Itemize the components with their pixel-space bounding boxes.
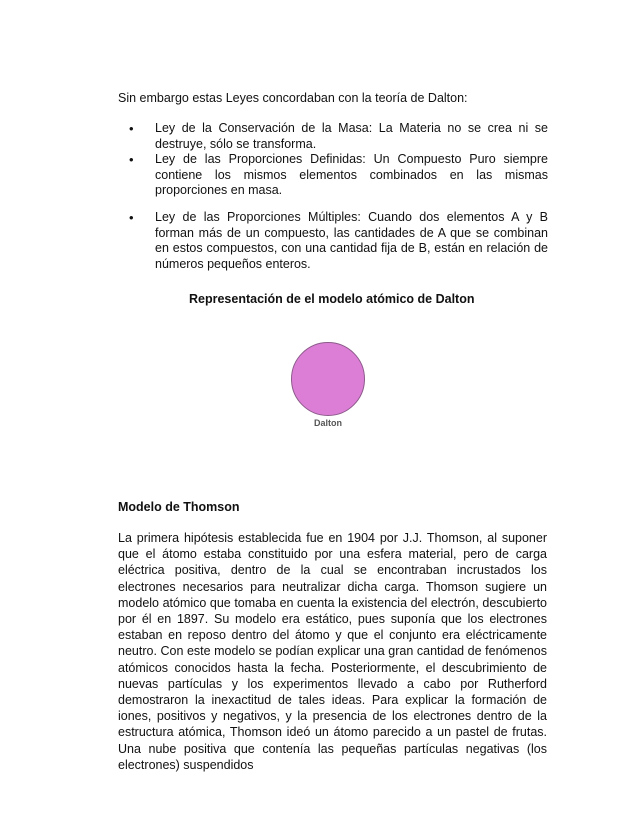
bullet-icon: • xyxy=(129,121,134,136)
bullet-icon: • xyxy=(129,152,134,167)
list-item xyxy=(129,121,548,152)
law-text: Ley de la Conservación de la Masa: La Materia no se crea ni se destruye, sólo se transforma. xyxy=(155,121,548,151)
dalton-atom-sphere xyxy=(291,342,365,416)
law-text: Ley de las Proporciones Definidas: Un Compuesto Puro siempre contiene los mismos elementos combinados en las mismas proporciones en masa. xyxy=(155,152,548,198)
bullet-icon: • xyxy=(129,210,134,225)
list-item xyxy=(129,152,548,199)
figure-caption: Dalton xyxy=(314,418,342,428)
figure-title: Representación de el modelo atómico de Dalton xyxy=(189,292,475,306)
dalton-figure xyxy=(280,337,376,437)
section-paragraph: La primera hipótesis establecida fue en 1904 por J.J. Thomson, al suponer que el átomo estaba constituido por una esfera material, pero de carga eléctrica positiva, dentro de la cual se encontraban incrustados los electrones necesarios para neutralizar dicha carga. Thomson sugiere un modelo atómico que tomaba en cuenta la existencia del electrón, descubierto por él en 1897. Su modelo era estático, pues suponía que los electrones estaban en reposo dentro del átomo y que el conjunto era eléctricamente neutro. Con este modelo se podían explicar una gran cantidad de fenómenos atómicos conocidos hasta la fecha. Posteriormente, el descubrimiento de nuevas partículas y los experimentos llevado a cabo por Rutherford demostraron la inexactitud de tales ideas. Para explicar la formación de iones, positivos y negativos, y la presencia de los electrones dentro de la estructura atómica, Thomson ideó un átomo parecido a un pastel de frutas. Una nube positiva que contenía las pequeñas partículas negativas (los electrones) suspendidos xyxy=(118,531,547,772)
section-heading: Modelo de Thomson xyxy=(118,500,240,514)
law-text: Ley de las Proporciones Múltiples: Cuando dos elementos A y B forman más de un compuesto, las cantidades de A que se combinan en estos compuestos, con una cantidad fija de B, están en relación de números pequeños enteros. xyxy=(155,210,548,271)
list-item xyxy=(129,210,548,272)
intro-text: Sin embargo estas Leyes concordaban con la teoría de Dalton: xyxy=(118,91,468,105)
